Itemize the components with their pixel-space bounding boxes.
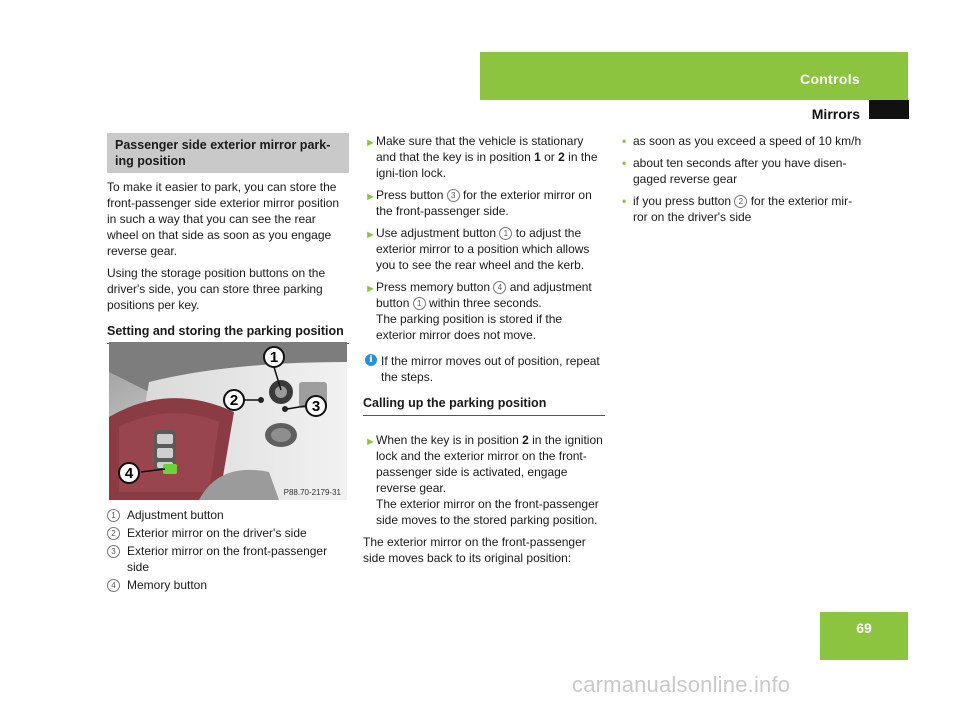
button-ref: 4 xyxy=(493,281,506,294)
bullet-text: if you press button xyxy=(633,194,735,208)
storage-paragraph: Using the storage position buttons on the driver's side, you can store three parking positions per key. xyxy=(107,266,326,312)
intro-paragraph: To make it easier to park, you can store the front-passenger side exterior mirror position in such a way that you can see the rear wheel on that side as soon as you engage reverse gear. xyxy=(107,180,340,258)
section-heading: Passenger side exterior mirror park- ing position xyxy=(107,133,349,173)
bullet-icon: • xyxy=(622,194,627,208)
callout-3-label: 3 xyxy=(311,398,321,415)
bullet-speed xyxy=(622,133,862,149)
bullet-text: about ten seconds after you have disen-gaged reverse gear xyxy=(633,156,847,186)
info-text: If the mirror moves out of position, repeat the steps. xyxy=(381,354,600,384)
button-ref: 2 xyxy=(734,195,747,208)
door-panel-photo xyxy=(109,342,347,500)
photo-legend xyxy=(107,507,349,595)
step-text: Press button xyxy=(376,188,447,202)
return-paragraph: The exterior mirror on the front-passenger side moves back to its original position: xyxy=(363,535,586,565)
legend-number: 1 xyxy=(107,509,120,522)
info-note xyxy=(365,353,605,385)
step-arrow-icon: ► xyxy=(365,191,376,203)
key-position: 1 xyxy=(534,150,541,164)
bullet-icon: • xyxy=(622,134,627,148)
legend-item xyxy=(107,507,349,523)
key-position: 2 xyxy=(558,150,565,164)
bullet-icon: • xyxy=(622,156,627,170)
setting-subheading: Setting and storing the parking position xyxy=(107,323,349,344)
section-header-bar xyxy=(480,52,908,100)
calling-subheading: Calling up the parking position xyxy=(363,395,605,416)
legend-item xyxy=(107,577,349,593)
page-number-box xyxy=(820,612,908,660)
callout-1-label: 1 xyxy=(269,349,279,366)
column-left xyxy=(107,133,349,354)
button-ref: 1 xyxy=(413,297,426,310)
bullet-text: as soon as you exceed a speed of 10 km/h xyxy=(633,134,862,148)
legend-text: Adjustment button xyxy=(127,508,224,522)
step-text: to adjust the exterior mirror to a position which allows you to see the rear wheel and the kerb. xyxy=(376,226,590,272)
image-code: P88.70-2179-31 xyxy=(283,488,341,497)
step-stationary xyxy=(365,133,605,181)
step-arrow-icon: ► xyxy=(365,436,376,448)
step-text: for the exterior mirror on the front-passenger side. xyxy=(376,188,592,218)
step-press-button xyxy=(365,187,605,219)
step-text: in the igni-tion lock. xyxy=(376,150,598,180)
step-memory xyxy=(365,279,605,343)
step-text: Use adjustment button xyxy=(376,226,500,240)
legend-text: Memory button xyxy=(127,578,208,592)
button-ref: 1 xyxy=(499,227,512,240)
legend-number: 4 xyxy=(107,579,120,592)
step-arrow-icon: ► xyxy=(365,229,376,241)
section-title: Controls xyxy=(800,71,860,87)
legend-item xyxy=(107,543,349,575)
step-text: and adjustment button xyxy=(376,280,592,310)
callout-4-label: 4 xyxy=(124,465,134,482)
step-text: within three seconds. xyxy=(425,296,542,310)
column-right xyxy=(622,133,862,231)
info-icon: i xyxy=(365,354,377,366)
step-result: The exterior mirror on the front-passenger side moves to the stored parking position. xyxy=(376,497,599,527)
bullet-text: for the exterior mir-ror on the driver's side xyxy=(633,194,853,224)
step-text: Press memory button xyxy=(376,280,494,294)
bullet-time xyxy=(622,155,862,187)
step-text: or xyxy=(540,150,559,164)
page-number: 69 xyxy=(856,620,872,636)
column-middle xyxy=(365,133,605,572)
step-text: in the ignition lock and the exterior mirror on the front-passenger side is activated, engage reverse gear. xyxy=(376,433,603,495)
section-marker-tab xyxy=(869,100,909,119)
button-ref: 3 xyxy=(447,189,460,202)
step-arrow-icon: ► xyxy=(365,283,376,295)
bullet-button xyxy=(622,193,862,225)
watermark: carmanualsonline.info xyxy=(572,672,791,697)
legend-text: Exterior mirror on the driver's side xyxy=(127,526,307,540)
step-text: Make sure that the vehicle is stationary and that the key is in position xyxy=(376,134,584,164)
legend-number: 2 xyxy=(107,527,120,540)
step-reverse xyxy=(365,432,605,528)
step-text: When the key is in position xyxy=(376,433,523,447)
key-position: 2 xyxy=(522,433,529,447)
step-adjust xyxy=(365,225,605,273)
legend-item xyxy=(107,525,349,541)
step-arrow-icon: ► xyxy=(365,137,376,149)
subsection-title: Mirrors xyxy=(811,106,860,122)
legend-number: 3 xyxy=(107,545,120,558)
callout-2-label: 2 xyxy=(229,392,239,409)
step-result: The parking position is stored if the exterior mirror does not move. xyxy=(376,312,563,342)
legend-text: Exterior mirror on the front-passenger side xyxy=(127,544,328,574)
